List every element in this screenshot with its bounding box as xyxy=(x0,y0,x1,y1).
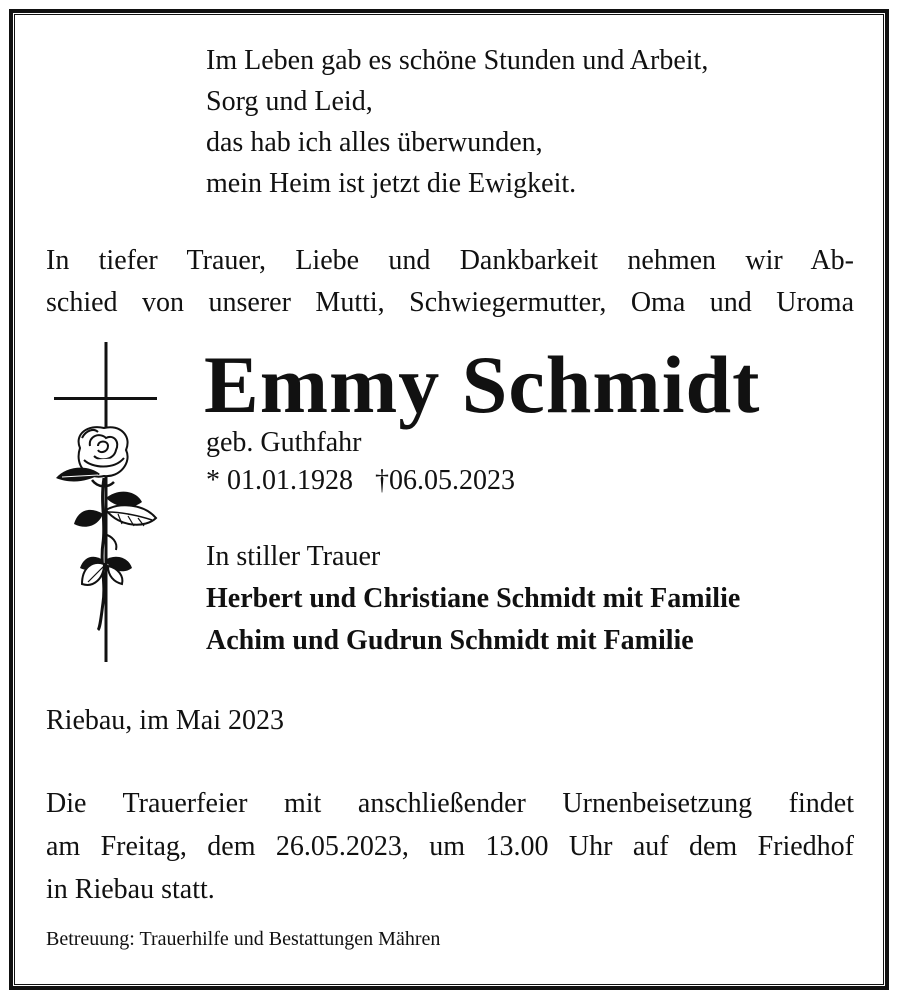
mourner-family: Achim und Gudrun Schmidt mit Familie xyxy=(206,625,694,656)
mourners xyxy=(206,536,740,662)
place-date: Riebau, im Mai 2023 xyxy=(46,705,284,736)
intro-text xyxy=(46,240,854,324)
cross-with-rose-icon xyxy=(48,338,163,664)
intro-line: In tiefer Trauer, Liebe und Dankbarkeit nehmen wir Ab- xyxy=(46,245,854,276)
mourner-family: Herbert und Christiane Schmidt mit Familie xyxy=(206,583,741,614)
deceased-name: Emmy Schmidt xyxy=(204,339,761,430)
birth-date: * 01.01.1928 xyxy=(206,465,353,496)
mourners-heading: In stiller Trauer xyxy=(206,541,381,572)
poem xyxy=(206,40,708,204)
service-line: in Riebau statt. xyxy=(46,874,215,905)
service-line: Die Trauerfeier mit anschließender Urnenbeisetzung findet xyxy=(46,788,854,819)
deceased-info xyxy=(206,424,515,500)
birth-name: geb. Guthfahr xyxy=(206,427,362,458)
poem-line: Im Leben gab es schöne Stunden und Arbeit, xyxy=(206,45,709,76)
funeral-home-credit: Betreuung: Trauerhilfe und Bestattungen Mähren xyxy=(46,928,441,950)
death-date: †06.05.2023 xyxy=(375,465,515,496)
service-line: am Freitag, dem 26.05.2023, um 13.00 Uhr auf dem Friedhof xyxy=(46,831,854,862)
life-dates xyxy=(206,462,515,500)
intro-line: schied von unserer Mutti, Schwiegermutter, Oma und Uroma xyxy=(46,287,854,318)
poem-line: mein Heim ist jetzt die Ewigkeit. xyxy=(206,168,577,199)
service-info xyxy=(46,782,854,911)
poem-line: Sorg und Leid, xyxy=(206,86,373,117)
poem-line: das hab ich alles überwunden, xyxy=(206,127,543,158)
